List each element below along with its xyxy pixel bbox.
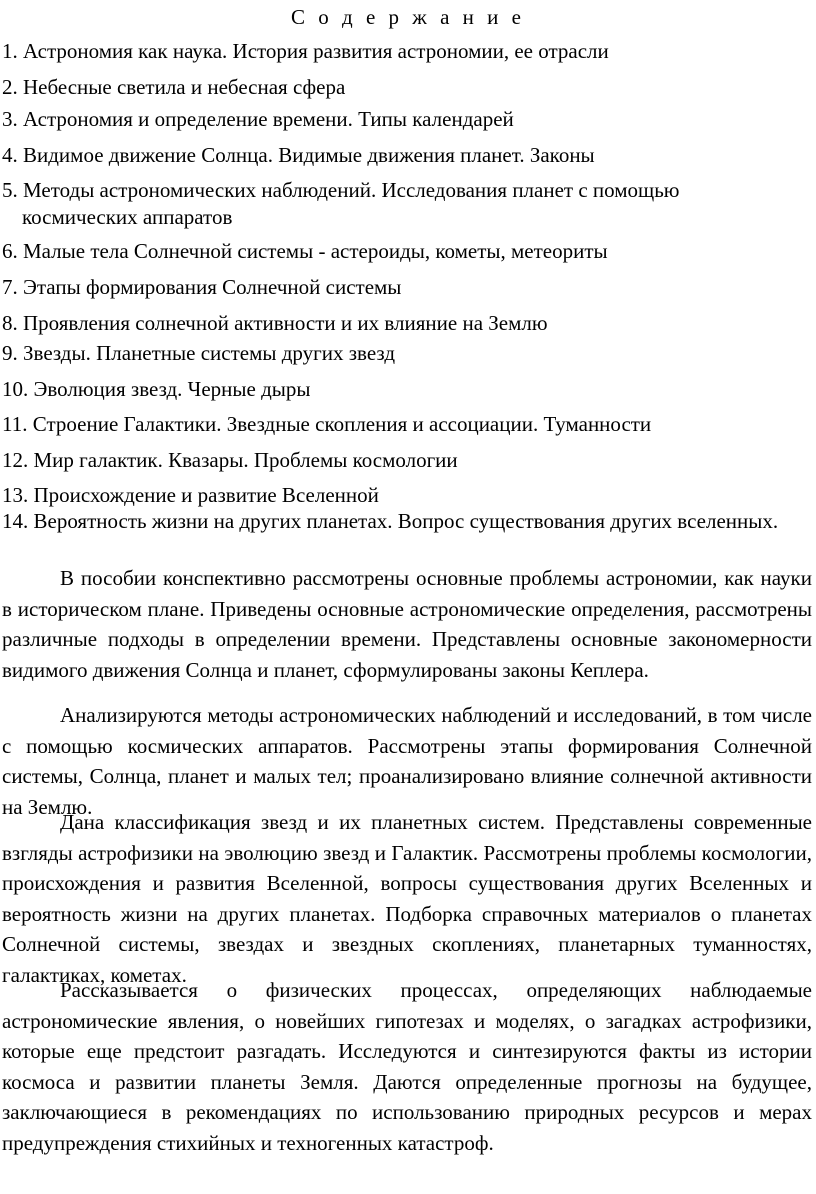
toc-item-5-continuation: космических аппаратов: [22, 205, 233, 229]
paragraph-3: [2, 807, 812, 991]
toc-item-12: 12. Мир галактик. Квазары. Проблемы космологии: [2, 448, 458, 472]
page-title: С о д е р ж а н и е: [291, 5, 525, 29]
toc-item-10: 10. Эволюция звезд. Черные дыры: [2, 377, 311, 401]
toc-item-2: 2. Небесные светила и небесная сфера: [2, 75, 346, 99]
toc-item-7: 7. Этапы формирования Солнечной системы: [2, 275, 402, 299]
toc-item-3: 3. Астрономия и определение времени. Типы календарей: [2, 107, 514, 131]
paragraph-1-text: В пособии конспективно рассмотрены основные проблемы астрономии, как науки в историческом плане. Приведены основные астрономические определения, рассмотрены различные подходы в определении времени. Представлены основные закономерности видимого движения Солнца и планет, сформулированы законы Кеплера.: [2, 566, 812, 682]
paragraph-3-text: Дана классификация звезд и их планетных систем. Представлены современные взгляды астрофизики на эволюцию звезд и Галактик. Рассмотрены проблемы космологии, происхождения и развития Вселенной, вопросы существования других Вселенных и вероятность жизни на других планетах. Подборка справочных материалов о планетах Солнечной системы, звездах и звездных скоплениях, планетарных туманностях, галактиках, кометах.: [2, 810, 812, 987]
toc-item-5: 5. Методы астрономических наблюдений. Исследования планет с помощью: [2, 178, 680, 202]
toc-item-8: 8. Проявления солнечной активности и их влияние на Землю: [2, 311, 548, 335]
paragraph-2-text: Анализируются методы астрономических наблюдений и исследований, в том числе с помощью космических аппаратов. Рассмотрены этапы формирования Солнечной системы, Солнца, планет и малых тел; проанализировано влияние солнечной активности на Землю.: [2, 703, 812, 819]
paragraph-1: [2, 563, 812, 685]
toc-item-4: 4. Видимое движение Солнца. Видимые движения планет. Законы: [2, 143, 595, 167]
toc-item-6: 6. Малые тела Солнечной системы - астероиды, кометы, метеориты: [2, 239, 608, 263]
paragraph-4: [2, 975, 812, 1159]
toc-item-13: 13. Происхождение и развитие Вселенной: [2, 483, 379, 507]
paragraph-4-text: Рассказывается о физических процессах, определяющих наблюдаемые астрономические явления, о новейших гипотезах и моделях, о загадках астрофизики, которые еще предстоит разгадать. Исследуются и синтезируются факты из истории космоса и развитии планеты Земля. Даются определенные прогнозы на будущее, заключающиеся в рекомендациях по использованию природных ресурсов и мерах предупреждения стихийных и техногенных катастроф.: [2, 978, 812, 1155]
toc-item-1: 1. Астрономия как наука. История развития астрономии, ее отрасли: [2, 39, 609, 63]
paragraph-2: [2, 700, 812, 822]
toc-item-14: 14. Вероятность жизни на других планетах. Вопрос существования других вселенных.: [2, 509, 779, 533]
toc-item-9: 9. Звезды. Планетные системы других звезд: [2, 341, 396, 365]
toc-item-11: 11. Строение Галактики. Звездные скопления и ассоциации. Туманности: [2, 412, 652, 436]
